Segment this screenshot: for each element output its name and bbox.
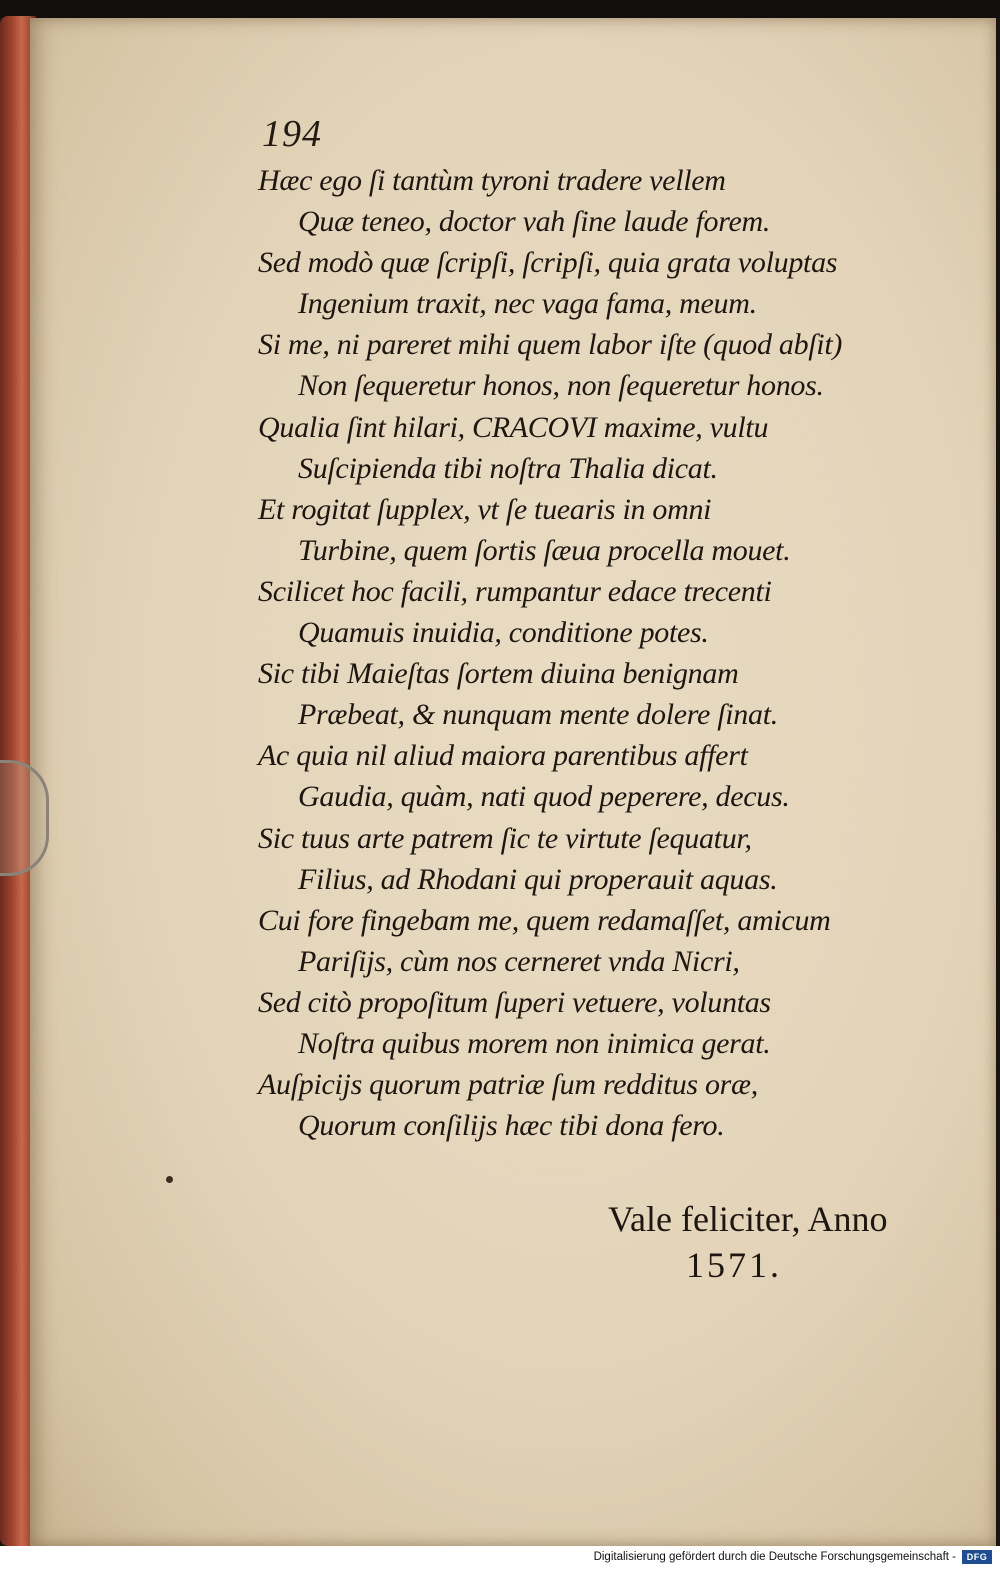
verse-line: Filius, ad Rhodani qui properauit aquas. [298,862,778,896]
verse-line: Quæ teneo, doctor vah ſine laude forem. [298,205,771,239]
closing-salutation [608,1196,948,1288]
digitization-credit: Digitalisierung gefördert durch die Deutsche Forschungsgemeinschaft - [593,1551,956,1563]
dfg-logo: DFG [962,1550,992,1564]
poem-verses [258,160,958,1146]
verse-line: Auſpicijs quorum patriæ ſum redditus oræ, [258,1068,758,1102]
verse-line: Sed citò propoſitum ſuperi vetuere, voluntas [258,985,771,1019]
book-clasp [0,760,49,876]
verse-line: Præbeat, & nunquam mente dolere ſinat. [298,698,778,732]
verse-line: Cui fore fingebam me, quem redamaſſet, amicum [258,903,831,937]
verse-line: Quorum conſilijs hæc tibi dona fero. [298,1109,725,1143]
closing-line: Vale feliciter, Anno [608,1199,888,1239]
page-number: 194 [262,113,322,155]
verse-line: Qualia ſint hilari, CRACOVI maxime, vultu [258,410,769,444]
verse-line: Non ſequeretur honos, non ſequeretur honos. [298,369,824,403]
verse-line: Sic tibi Maieſtas ſortem diuina benignam [258,657,739,691]
verse-line: Gaudia, quàm, nati quod peperere, decus. [298,780,790,814]
verse-line: Ingenium traxit, nec vaga fama, meum. [298,287,757,321]
verse-line: Suſcipienda tibi noſtra Thalia dicat. [298,451,718,485]
verse-line: Noſtra quibus morem non inimica gerat. [298,1026,771,1060]
verse-line: Sed modò quæ ſcripſi, ſcripſi, quia grata voluptas [258,246,838,280]
scan-top-border [0,0,1000,18]
closing-year: 1571. [686,1245,782,1285]
verse-line: Turbine, quem ſortis ſæua procella mouet. [298,533,791,567]
verse-line: Quamuis inuidia, conditione potes. [298,616,709,650]
verse-line: Sic tuus arte patrem ſic te virtute ſequatur, [258,821,752,855]
ink-speck [166,1176,173,1183]
verse-line: Pariſijs, cùm nos cerneret vnda Nicri, [298,944,740,978]
verse-line: Et rogitat ſupplex, vt ſe tuearis in omni [258,492,712,526]
verse-line: Scilicet hoc facili, rumpantur edace trecenti [258,574,772,608]
verse-line: Hæc ego ſi tantùm tyroni tradere vellem [258,164,726,197]
verse-line: Si me, ni pareret mihi quem labor iſte (quod abſit) [258,328,843,362]
verse-line: Ac quia nil aliud maiora parentibus affert [258,739,748,773]
